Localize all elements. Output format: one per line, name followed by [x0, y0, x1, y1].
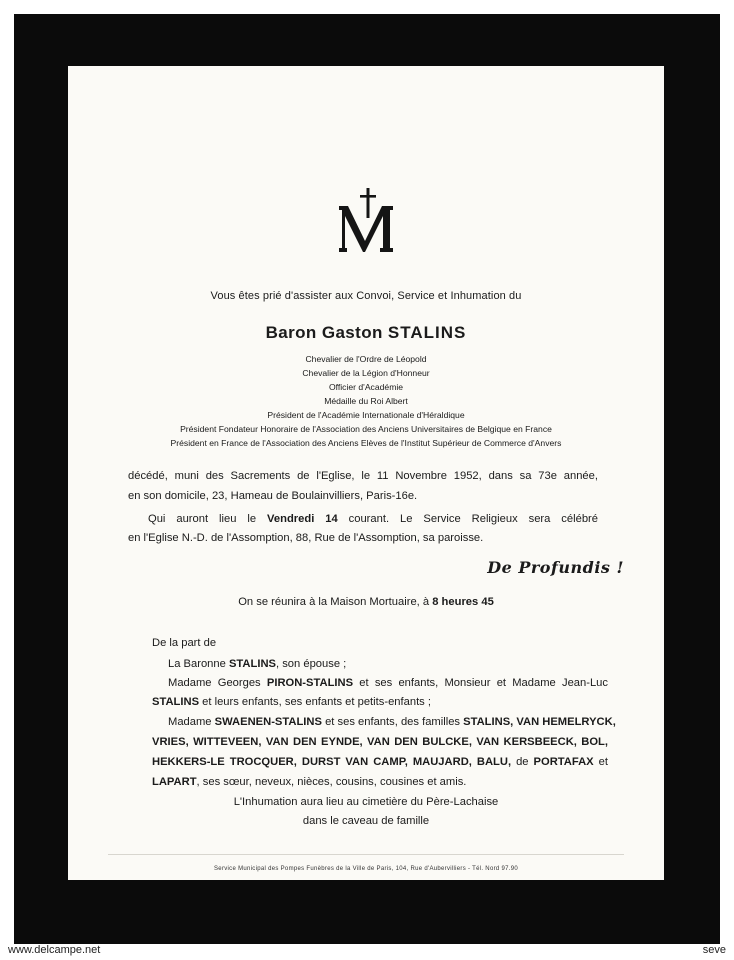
family-line-7: LAPART, ses sœur, neveux, nièces, cousins, cousines et amis. — [152, 776, 467, 788]
cross-monogram-icon — [333, 186, 403, 256]
family-line-6: HEKKERS-LE TROCQUER, DURST VAN CAMP, MAUJARD, BALU, de PORTAFAX et — [152, 756, 608, 768]
burial-line-2: dans le caveau de famille — [302, 815, 430, 827]
family-line-5: VRIES, WITTEVEEN, VAN DEN EYNDE, VAN DEN BULCKE, VAN KERSBEECK, BOL, — [152, 736, 608, 748]
intro-line: Vous êtes prié d'assister aux Convoi, Service et Inhumation du — [210, 290, 522, 302]
honours-list — [68, 352, 664, 450]
honour-line: Chevalier de la Légion d'Honneur — [302, 368, 430, 378]
service-line-1: Qui auront lieu le Vendredi 14 courant. Le Service Religieux sera célébré — [148, 513, 599, 525]
family-line-2: Madame Georges PIRON-STALINS et ses enfants, Monsieur et Madame Jean-Luc — [168, 677, 608, 689]
meeting-line: On se réunira à la Maison Mortuaire, à 8 heures 45 — [238, 596, 494, 608]
honour-line: Président de l'Académie Internationale d'Héraldique — [267, 410, 465, 420]
honour-line: Médaille du Roi Albert — [324, 396, 408, 406]
honour-line: Chevalier de l'Ordre de Léopold — [305, 354, 427, 364]
from-label: De la part de — [152, 637, 217, 649]
prayer-de-profundis: De Profundis ! — [487, 558, 624, 577]
footer-divider — [108, 854, 624, 855]
watermark-left[interactable]: www.delcampe.net — [8, 944, 101, 956]
deceased-surname: STALINS — [387, 323, 467, 342]
burial-line-1: L'Inhumation aura lieu au cimetière du Père-Lachaise — [233, 796, 499, 808]
honour-line: Président en France de l'Association des Anciens Elèves de l'Institut Supérieur de Commerce d'Anvers — [170, 438, 562, 448]
family-line-3: STALINS et leurs enfants, ses enfants et petits-enfants ; — [152, 696, 431, 708]
honour-line: Président Fondateur Honoraire de l'Association des Anciens Universitaires de Belgique en France — [180, 424, 552, 434]
service-line-2: en l'Eglise N.-D. de l'Assomption, 88, Rue de l'Assomption, sa paroisse. — [128, 532, 484, 544]
funeral-notice-card — [68, 66, 664, 880]
deceased-given-name: Baron Gaston — [265, 323, 383, 342]
watermark-right: seve — [702, 944, 726, 956]
death-line-2: en son domicile, 23, Hameau de Boulainvilliers, Paris-16e. — [128, 490, 418, 502]
honour-line: Officier d'Académie — [328, 382, 404, 392]
printer-footer: Service Municipal des Pompes Funèbres de la Ville de Paris, 104, Rue d'Aubervilliers - Tél. Nord 97.90 — [214, 866, 518, 872]
family-line-1: La Baronne STALINS, son épouse ; — [168, 658, 347, 670]
deceased-name — [68, 323, 664, 343]
death-line-1: décédé, muni des Sacrements de l'Eglise, le 11 Novembre 1952, dans sa 73e année, — [128, 470, 598, 482]
family-line-4: Madame SWAENEN-STALINS et ses enfants, des familles STALINS, VAN HEMELRYCK, — [168, 716, 616, 728]
